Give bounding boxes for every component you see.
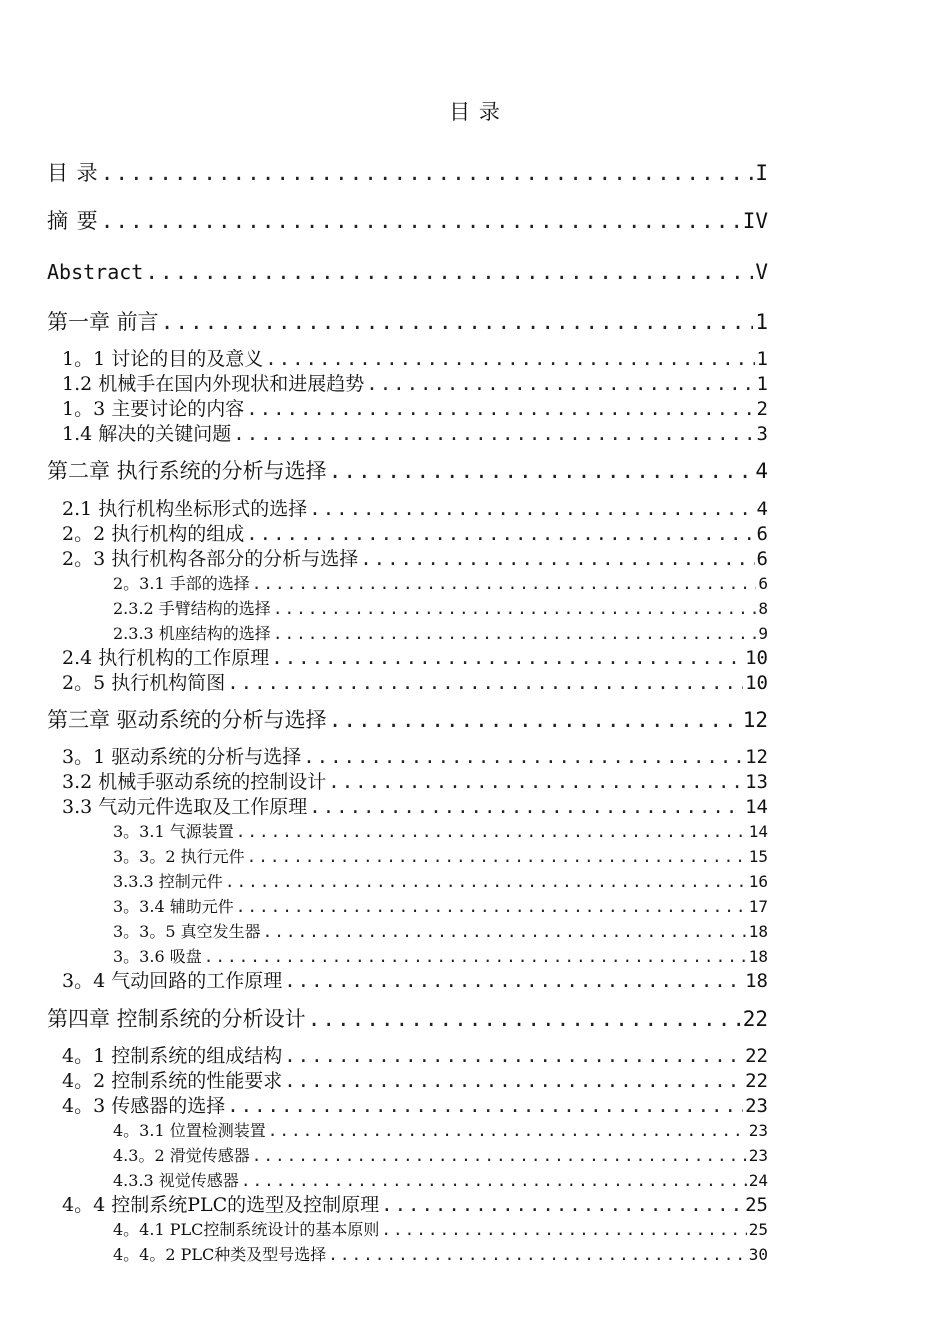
- toc-entry-label: 3。3。5 真空发生器: [113, 922, 261, 941]
- toc-entry-label: 4。3 传感器的选择: [62, 1095, 226, 1117]
- toc-entry-subsection[interactable]: [113, 1247, 768, 1263]
- toc-entry-label: 3.2 机械手驱动系统的控制设计: [62, 771, 327, 793]
- toc-entry-page: 10: [745, 647, 768, 669]
- toc-entry-label: Abstract: [47, 260, 144, 284]
- toc-entry-page: 12: [742, 708, 768, 732]
- toc-entry-page: 6: [756, 548, 768, 570]
- dot-leader: [284, 972, 743, 991]
- toc-entry-label: 目 录: [47, 161, 99, 185]
- toc-entry-page: 2: [756, 398, 768, 420]
- dot-leader: [246, 525, 754, 544]
- dot-leader: [233, 425, 754, 444]
- toc-entry-subsection[interactable]: [113, 1173, 768, 1189]
- toc-entry-section[interactable]: [62, 1047, 768, 1066]
- toc-entry-label: 2.3.2 手臂结构的选择: [113, 599, 271, 618]
- toc-entry-page: 3: [756, 423, 768, 445]
- dot-leader: [360, 550, 754, 569]
- toc-entry-subsection[interactable]: [113, 601, 768, 617]
- toc-entry-subsection[interactable]: [113, 849, 768, 865]
- dot-leader: [204, 949, 747, 965]
- toc-entry-label: 4。3.1 位置检测装置: [113, 1121, 266, 1140]
- dot-leader: [236, 899, 747, 915]
- toc-entry-page: 1: [756, 373, 768, 395]
- toc-entry-section[interactable]: [62, 773, 768, 792]
- toc-entry-subsection[interactable]: [113, 576, 768, 592]
- toc-entry-page: 23: [745, 1095, 768, 1117]
- toc-entry-page: 1: [755, 310, 768, 334]
- dot-leader: [241, 1173, 747, 1189]
- toc-entry-label: 3。3.6 吸盘: [113, 947, 202, 966]
- dot-leader: [161, 312, 754, 333]
- toc-entry-chapter-4[interactable]: [47, 1009, 768, 1030]
- toc-entry-label: 4.3.3 视觉传感器: [113, 1171, 239, 1190]
- toc-entry-section[interactable]: [62, 972, 768, 991]
- toc-entry-label: 2。5 执行机构简图: [62, 672, 226, 694]
- toc-entry-section[interactable]: [62, 798, 768, 817]
- toc-entry-label: 第三章 驱动系统的分析与选择: [47, 708, 327, 732]
- toc-entry-subsection[interactable]: [113, 874, 768, 890]
- toc-entry-label: 3。3。2 执行元件: [113, 847, 245, 866]
- dot-leader: [303, 748, 743, 767]
- toc-entry-page: 18: [748, 947, 768, 966]
- toc-entry-label: 第一章 前言: [47, 310, 159, 334]
- toc-entry-label: 1.2 机械手在国内外现状和进展趋势: [62, 373, 365, 395]
- toc-entry-label: 1.4 解决的关键问题: [62, 423, 232, 445]
- toc-entry-page: 8: [758, 599, 768, 618]
- toc-entry-page: 4: [756, 498, 768, 520]
- toc-entry-page: 22: [745, 1070, 768, 1092]
- toc-entry-label: 第四章 控制系统的分析设计: [47, 1007, 306, 1031]
- toc-entry-label: 4。4.1 PLC控制系统设计的基本原则: [113, 1220, 380, 1239]
- toc-entry-label: 3。3.1 气源装置: [113, 822, 234, 841]
- toc-entry-abstract-en[interactable]: [47, 262, 768, 283]
- toc-entry-subsection[interactable]: [113, 1222, 768, 1238]
- toc-entry-label: 4。4。2 PLC种类及型号选择: [113, 1245, 327, 1264]
- dot-leader: [263, 924, 747, 940]
- toc-entry-page: IV: [742, 209, 768, 233]
- dot-leader: [225, 874, 747, 890]
- toc-entry-page: 14: [745, 796, 768, 818]
- dot-leader: [268, 1123, 747, 1139]
- toc-entry-label: 4。4 控制系统PLC的选型及控制原理: [62, 1194, 380, 1216]
- toc-entry-page: 10: [745, 672, 768, 694]
- toc-entry-page: V: [755, 260, 768, 284]
- toc-entry-page: 22: [745, 1045, 768, 1067]
- toc-entry-page: 18: [745, 970, 768, 992]
- dot-leader: [227, 674, 743, 693]
- toc-entry-section[interactable]: [62, 550, 768, 569]
- dot-leader: [101, 163, 754, 184]
- dot-leader: [273, 626, 757, 642]
- toc-entry-page: 6: [756, 523, 768, 545]
- toc-entry-subsection[interactable]: [113, 1123, 768, 1139]
- toc-entry-section[interactable]: [62, 674, 768, 693]
- toc-entry-page: 23: [748, 1121, 768, 1140]
- toc-entry-label: 3.3.3 控制元件: [113, 872, 223, 891]
- dot-leader: [247, 849, 747, 865]
- dot-leader: [273, 601, 757, 617]
- toc-entry-section[interactable]: [62, 748, 768, 767]
- toc-entry-page: 25: [748, 1220, 768, 1239]
- dot-leader: [252, 576, 757, 592]
- dot-leader: [252, 1148, 747, 1164]
- page-title: 目 录: [449, 100, 501, 124]
- dot-leader: [381, 1196, 743, 1215]
- toc-entry-label: 4。1 控制系统的组成结构: [62, 1045, 283, 1067]
- dot-leader: [271, 649, 743, 668]
- dot-leader: [329, 710, 741, 731]
- toc-entry-label: 1。1 讨论的目的及意义: [62, 348, 264, 370]
- dot-leader: [309, 798, 743, 817]
- toc-entry-page: 9: [758, 624, 768, 643]
- toc-entry-chapter-1[interactable]: [47, 312, 768, 333]
- toc-entry-label: 3。1 驱动系统的分析与选择: [62, 746, 302, 768]
- toc-entry-subsection[interactable]: [113, 626, 768, 642]
- toc-entry-label: 3。4 气动回路的工作原理: [62, 970, 283, 992]
- toc-entry-subsection[interactable]: [113, 824, 768, 840]
- toc-entry-label: 2。3 执行机构各部分的分析与选择: [62, 548, 359, 570]
- toc-entry-subsection[interactable]: [113, 949, 768, 965]
- dot-leader: [265, 350, 754, 369]
- toc-entry-page: 24: [748, 1171, 768, 1190]
- toc-entry-page: 30: [748, 1245, 768, 1264]
- toc-entry-chapter-2[interactable]: [47, 461, 768, 482]
- toc-entry-label: 第二章 执行系统的分析与选择: [47, 459, 327, 483]
- toc-entry-label: 2。2 执行机构的组成: [62, 523, 245, 545]
- dot-leader: [328, 1247, 746, 1263]
- dot-leader: [309, 500, 754, 519]
- toc-entry-label: 2。3.1 手部的选择: [113, 574, 250, 593]
- toc-entry-label: 2.3.3 机座结构的选择: [113, 624, 271, 643]
- toc-entry-subsection[interactable]: [113, 924, 768, 940]
- toc-entry-label: 4.3。2 滑觉传感器: [113, 1146, 250, 1165]
- dot-leader: [308, 1009, 741, 1030]
- toc-entry-page: 4: [755, 459, 768, 483]
- toc-entry-section[interactable]: [62, 500, 768, 519]
- toc-entry-page: 22: [742, 1007, 768, 1031]
- toc-entry-section[interactable]: [62, 1097, 768, 1116]
- toc-entry-page: 25: [745, 1194, 768, 1216]
- toc-entry-page: 14: [748, 822, 768, 841]
- toc-entry-abstract-cn[interactable]: [47, 211, 768, 232]
- dot-leader: [227, 1097, 743, 1116]
- dot-leader: [246, 400, 754, 419]
- toc-entry-label: 2.4 执行机构的工作原理: [62, 647, 270, 669]
- dot-leader: [284, 1072, 743, 1091]
- toc-entry-page: I: [755, 161, 768, 185]
- toc-entry-contents[interactable]: [47, 163, 768, 184]
- dot-leader: [328, 773, 743, 792]
- toc-entry-label: 摘 要: [47, 209, 99, 233]
- dot-leader: [329, 461, 754, 482]
- toc-entry-page: 13: [745, 771, 768, 793]
- toc-entry-label: 1。3 主要讨论的内容: [62, 398, 245, 420]
- toc-entry-subsection[interactable]: [113, 899, 768, 915]
- toc-entry-label: 3.3 气动元件选取及工作原理: [62, 796, 308, 818]
- toc-entry-page: 12: [745, 746, 768, 768]
- toc-entry-page: 18: [748, 922, 768, 941]
- toc-entry-section[interactable]: [62, 350, 768, 369]
- toc-entry-page: 15: [748, 847, 768, 866]
- dot-leader: [145, 262, 753, 283]
- dot-leader: [381, 1222, 746, 1238]
- toc-entry-section[interactable]: [62, 425, 768, 444]
- toc-entry-page: 6: [758, 574, 768, 593]
- toc-entry-label: 4。2 控制系统的性能要求: [62, 1070, 283, 1092]
- toc-entry-label: 2.1 执行机构坐标形式的选择: [62, 498, 308, 520]
- toc-entry-page: 17: [748, 897, 768, 916]
- dot-leader: [101, 211, 741, 232]
- toc-entry-section[interactable]: [62, 525, 768, 544]
- toc-entry-section[interactable]: [62, 649, 768, 668]
- dot-leader: [366, 375, 754, 394]
- toc-entry-section[interactable]: [62, 375, 768, 394]
- dot-leader: [284, 1047, 743, 1066]
- dot-leader: [236, 824, 747, 840]
- toc-entry-page: 23: [748, 1146, 768, 1165]
- toc-entry-section[interactable]: [62, 400, 768, 419]
- toc-entry-section[interactable]: [62, 1072, 768, 1091]
- toc-entry-subsection[interactable]: [113, 1148, 768, 1164]
- toc-entry-page: 1: [756, 348, 768, 370]
- toc-entry-label: 3。3.4 辅助元件: [113, 897, 234, 916]
- toc-entry-page: 16: [748, 872, 768, 891]
- toc-entry-section[interactable]: [62, 1196, 768, 1215]
- toc-entry-chapter-3[interactable]: [47, 710, 768, 731]
